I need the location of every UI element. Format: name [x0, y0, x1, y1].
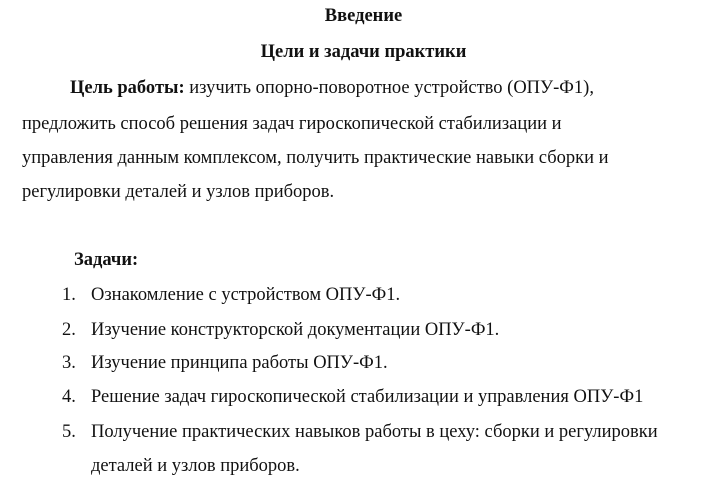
list-item-text: Изучение принципа работы ОПУ-Ф1. — [91, 353, 388, 373]
document-title: Введение — [324, 6, 403, 26]
list-item-continuation: деталей и узлов приборов. — [91, 456, 300, 476]
goal-line-1 — [70, 78, 594, 99]
list-item-text: Решение задач гироскопической стабилизации и управления ОПУ-Ф1 — [91, 387, 644, 407]
list-item-number: 5. — [62, 422, 76, 442]
goal-text: изучить опорно-поворотное устройство (ОПУ-Ф1), — [184, 78, 594, 98]
list-item-number: 1. — [62, 285, 76, 305]
goal-label: Цель работы: — [70, 78, 185, 98]
goal-line-3: управления данным комплексом, получить практические навыки сборки и — [22, 148, 609, 168]
list-item-text: Изучение конструкторской документации ОПУ-Ф1. — [91, 320, 500, 340]
list-item-text: Ознакомление с устройством ОПУ-Ф1. — [91, 285, 401, 305]
list-item-number: 3. — [62, 353, 76, 373]
list-item-text: Получение практических навыков работы в цеху: сборки и регулировки — [91, 422, 658, 442]
document-subtitle: Цели и задачи практики — [260, 42, 467, 62]
tasks-label: Задачи: — [74, 250, 139, 270]
goal-line-2: предложить способ решения задач гироскопической стабилизации и — [22, 114, 562, 134]
list-item-number: 2. — [62, 320, 76, 340]
goal-line-4: регулировки деталей и узлов приборов. — [22, 182, 335, 202]
list-item-number: 4. — [62, 387, 76, 407]
